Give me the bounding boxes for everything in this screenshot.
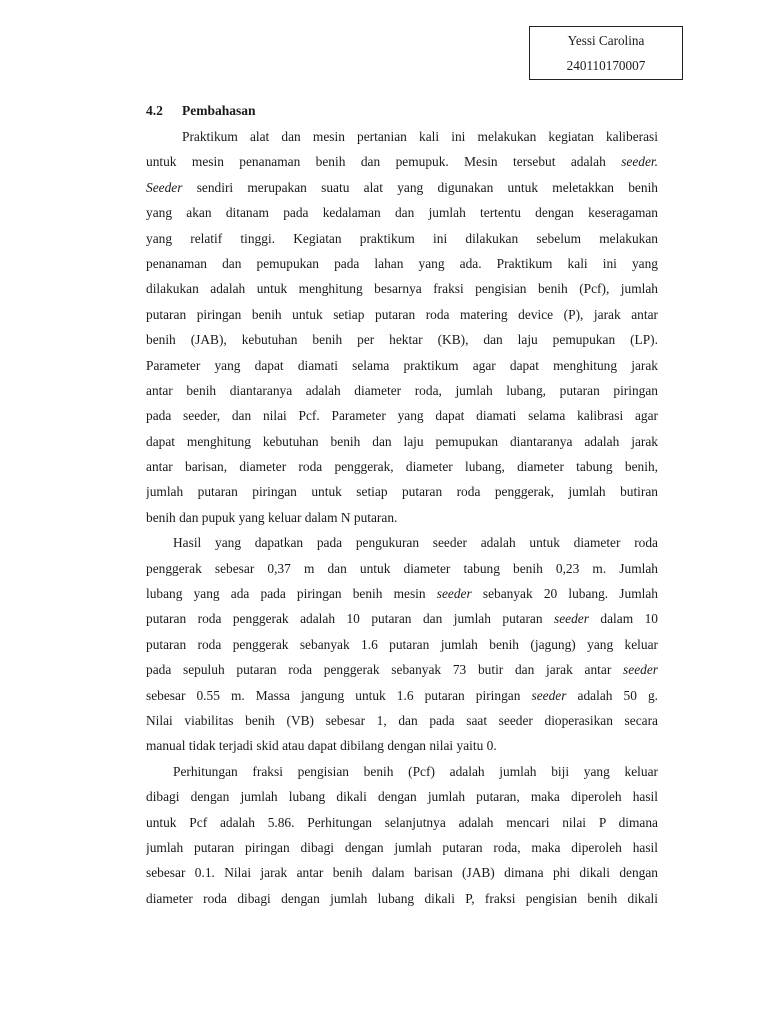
author-name: Yessi Carolina bbox=[567, 33, 645, 48]
text-line: dapat menghitung kebutuhan benih dan laju pemupukan diantaranya adalah jarak bbox=[146, 433, 658, 449]
text-line: manual tidak terjadi skid atau dapat dibilang dengan nilai yaitu 0. bbox=[146, 738, 497, 754]
text-line: putaran roda penggerak adalah 10 putaran dan jumlah putaran seeder dalam 10 bbox=[146, 611, 658, 627]
text-line: jumlah putaran piringan untuk setiap putaran roda penggerak, jumlah butiran bbox=[146, 484, 658, 500]
section-title: Pembahasan bbox=[182, 103, 256, 118]
text-line: pada seeder, dan nilai Pcf. Parameter yang dapat diamati selama kalibrasi agar bbox=[146, 408, 658, 424]
text-line: Nilai viabilitas benih (VB) sebesar 1, dan pada saat seeder dioperasikan secara bbox=[146, 712, 658, 728]
text-line: Seeder sendiri merupakan suatu alat yang digunakan untuk meletakkan benih bbox=[146, 179, 658, 195]
text-line: penanaman dan pemupukan pada lahan yang ada. Praktikum kali ini yang bbox=[146, 255, 658, 271]
text-line: antar barisan, diameter roda penggerak, diameter lubang, diameter tabung benih, bbox=[146, 459, 658, 475]
text-line: sebesar 0.1. Nilai jarak antar benih dalam barisan (JAB) dimana phi dikali dengan bbox=[146, 865, 658, 881]
section-heading bbox=[146, 103, 256, 119]
text-line: Hasil yang dapatkan pada pengukuran seeder adalah untuk diameter roda bbox=[173, 535, 658, 551]
text-line: antar benih diantaranya adalah diameter roda, jumlah lubang, putaran piringan bbox=[146, 382, 658, 398]
text-line: putaran piringan benih untuk setiap putaran roda matering device (P), jarak antar bbox=[146, 306, 658, 322]
text-line: pada sepuluh putaran roda penggerak sebanyak 73 butir dan jarak antar seeder bbox=[146, 662, 658, 678]
text-line: benih (JAB), kebutuhan benih per hektar (KB), dan laju pemupukan (LP). bbox=[146, 332, 658, 348]
author-info-box bbox=[529, 26, 683, 80]
text-line: untuk Pcf adalah 5.86. Perhitungan selanjutnya adalah mencari nilai P dimana bbox=[146, 814, 658, 830]
body-text bbox=[146, 124, 658, 911]
text-line: Perhitungan fraksi pengisian benih (Pcf) adalah jumlah biji yang keluar bbox=[173, 763, 658, 779]
text-line: benih dan pupuk yang keluar dalam N putaran. bbox=[146, 509, 398, 525]
text-line: penggerak sebesar 0,37 m dan untuk diameter tabung benih 0,23 m. Jumlah bbox=[146, 560, 658, 576]
text-line: yang akan ditanam pada kedalaman dan jumlah tertentu dengan keseragaman bbox=[146, 205, 658, 221]
text-line: putaran roda penggerak sebanyak 1.6 putaran jumlah benih (jagung) yang keluar bbox=[146, 636, 658, 652]
student-id: 240110170007 bbox=[566, 58, 646, 73]
text-line: untuk mesin penanaman benih dan pemupuk. Mesin tersebut adalah seeder. bbox=[146, 154, 658, 170]
text-line: yang relatif tinggi. Kegiatan praktikum ini dilakukan sebelum melakukan bbox=[146, 230, 658, 246]
text-line: lubang yang ada pada piringan benih mesin seeder sebanyak 20 lubang. Jumlah bbox=[146, 586, 658, 602]
text-line: dibagi dengan jumlah lubang dikali dengan jumlah putaran, maka diperoleh hasil bbox=[146, 789, 658, 805]
text-line: diameter roda dibagi dengan jumlah lubang dikali P, fraksi pengisian benih dikali bbox=[146, 890, 658, 906]
text-line: Praktikum alat dan mesin pertanian kali ini melakukan kegiatan kaliberasi bbox=[182, 129, 658, 144]
text-line: jumlah putaran piringan dibagi dengan jumlah putaran roda, maka diperoleh hasil bbox=[146, 839, 658, 855]
text-line: sebesar 0.55 m. Massa jangung untuk 1.6 putaran piringan seeder adalah 50 g. bbox=[146, 687, 658, 703]
text-line: dilakukan adalah untuk menghitung besarnya fraksi pengisian benih (Pcf), jumlah bbox=[146, 281, 658, 297]
section-number: 4.2 bbox=[146, 103, 163, 118]
text-line: Parameter yang dapat diamati selama praktikum agar dapat menghitung jarak bbox=[146, 357, 658, 373]
